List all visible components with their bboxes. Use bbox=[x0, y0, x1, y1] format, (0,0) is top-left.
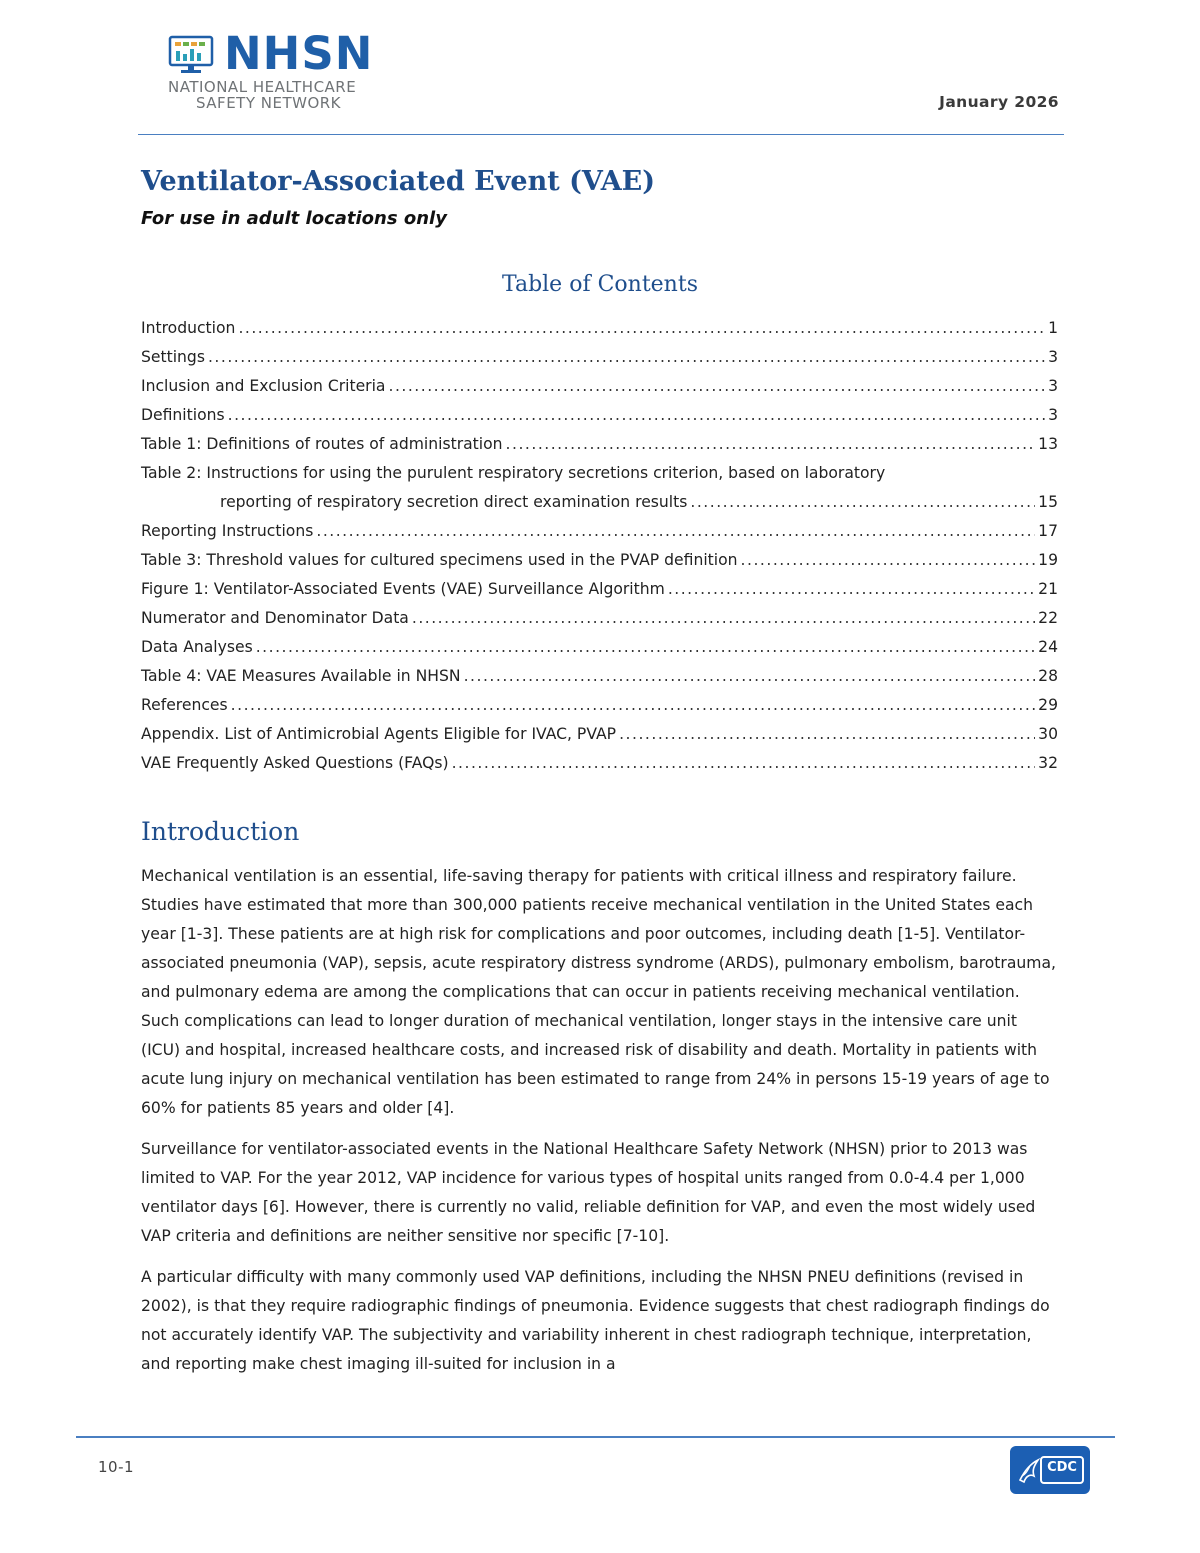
toc-entry-title: Definitions bbox=[141, 406, 225, 424]
toc-heading: Table of Contents bbox=[501, 272, 698, 297]
toc-entry-page: 1 bbox=[1048, 319, 1058, 337]
toc-entry-page: 3 bbox=[1048, 377, 1058, 395]
toc-entry-title: Table 2: Instructions for using the purulent respiratory secretions criterion, based on laboratory bbox=[141, 464, 886, 482]
header-divider bbox=[138, 134, 1064, 135]
toc-entry-page: 28 bbox=[1038, 667, 1058, 685]
toc-entry-numerator-denominator[interactable] bbox=[141, 604, 1058, 633]
toc-entry-title: Table 1: Definitions of routes of administration bbox=[141, 435, 503, 453]
toc-entry-table-3[interactable] bbox=[141, 546, 1058, 575]
toc-entry-title: Table 4: VAE Measures Available in NHSN bbox=[141, 667, 461, 685]
toc-entry-appendix[interactable] bbox=[141, 720, 1058, 749]
toc-leader bbox=[506, 430, 1036, 459]
toc-entry-page: 21 bbox=[1038, 580, 1058, 598]
toc-entry-table-1[interactable] bbox=[141, 430, 1058, 459]
toc-leader bbox=[741, 546, 1036, 575]
cdc-badge-text: CDC bbox=[1047, 1460, 1077, 1475]
toc-entry-page: 29 bbox=[1038, 696, 1058, 714]
toc-entry-page: 3 bbox=[1048, 406, 1058, 424]
toc-entry-page: 13 bbox=[1038, 435, 1058, 453]
toc-leader bbox=[231, 691, 1036, 720]
toc-entry-title: References bbox=[141, 696, 228, 714]
toc-entry-reporting-instructions[interactable] bbox=[141, 517, 1058, 546]
toc-entry-introduction[interactable] bbox=[141, 314, 1058, 343]
footer-divider bbox=[76, 1436, 1115, 1438]
toc-entry-page: 19 bbox=[1038, 551, 1058, 569]
document-subtitle: For use in adult locations only bbox=[141, 208, 447, 229]
hhs-eagle-icon bbox=[1016, 1454, 1042, 1486]
toc-entry-title: VAE Frequently Asked Questions (FAQs) bbox=[141, 754, 449, 772]
table-of-contents bbox=[141, 314, 1058, 778]
paragraph: A particular difficulty with many commonly used VAP definitions, including the NHSN PNEU definitions (revised in 2002), is that they require radiographic findings of pneumonia. Evidence suggests that chest radiograph findings do not accurately identify VAP. The subjectivity and variability inherent in chest radiograph technique, interpretation, and reporting make chest imaging ill-suited for inclusion in a bbox=[141, 1268, 1050, 1373]
toc-leader bbox=[238, 314, 1045, 343]
document-title: Ventilator-Associated Event (VAE) bbox=[141, 166, 656, 197]
toc-leader bbox=[619, 720, 1035, 749]
paragraph: Surveillance for ventilator-associated events in the National Healthcare Safety Network (NHSN) prior to 2013 was limited to VAP. For the year 2012, VAP incidence for various types of hospital units ranged from 0.0-4.4 per 1,000 ventilator days [6]. However, there is currently no valid, reliable definition for VAP, and even the most widely used VAP criteria and definitions are neither sensitive nor specific [7-10]. bbox=[141, 1140, 1036, 1245]
toc-entry-table-2[interactable] bbox=[141, 459, 1058, 517]
toc-entry-title: Introduction bbox=[141, 319, 236, 337]
toc-leader bbox=[690, 488, 1035, 517]
logo-subtitle-line2: SAFETY NETWORK bbox=[196, 94, 342, 112]
page-number: 10-1 bbox=[98, 1458, 135, 1476]
paragraph: Mechanical ventilation is an essential, life-saving therapy for patients with critical illness and respiratory failure. Studies have estimated that more than 300,000 patients receive mechanical ventilation in the United States each year [1-3]. These patients are at high risk for complications and poor outcomes, including death [1-5]. Ventilator-associated pneumonia (VAP), sepsis, acute respiratory distress syndrome (ARDS), pulmonary embolism, barotrauma, and pulmonary edema are among the complications that can occur in patients receiving mechanical ventilation. Such complications can lead to longer duration of mechanical ventilation, longer stays in the intensive care unit (ICU) and hospital, increased healthcare costs, and increased risk of disability and death. Mortality in patients with acute lung injury on mechanical ventilation has been estimated to range from 24% in persons 15-19 years of age to 60% for patients 85 years and older [4]. bbox=[141, 867, 1056, 1117]
toc-entry-title: Data Analyses bbox=[141, 638, 253, 656]
toc-leader bbox=[412, 604, 1035, 633]
toc-entry-page: 24 bbox=[1038, 638, 1058, 656]
logo-wordmark: NHSN bbox=[224, 27, 374, 80]
toc-entry-page: 32 bbox=[1038, 754, 1058, 772]
introduction-heading: Introduction bbox=[141, 817, 300, 846]
toc-leader bbox=[668, 575, 1035, 604]
toc-entry-page: 15 bbox=[1038, 493, 1058, 511]
monitor-chart-icon bbox=[168, 35, 216, 75]
document-date: January 2026 bbox=[939, 93, 1059, 111]
toc-entry-data-analyses[interactable] bbox=[141, 633, 1058, 662]
toc-leader bbox=[256, 633, 1035, 662]
toc-entry-title: Appendix. List of Antimicrobial Agents Eligible for IVAC, PVAP bbox=[141, 725, 617, 743]
toc-entry-title: Numerator and Denominator Data bbox=[141, 609, 409, 627]
toc-leader bbox=[464, 662, 1036, 691]
toc-entry-title: Reporting Instructions bbox=[141, 522, 314, 540]
toc-entry-figure-1[interactable] bbox=[141, 575, 1058, 604]
toc-entry-page: 17 bbox=[1038, 522, 1058, 540]
toc-leader bbox=[388, 372, 1045, 401]
introduction-body bbox=[141, 862, 1059, 1391]
toc-entry-references[interactable] bbox=[141, 691, 1058, 720]
toc-leader bbox=[316, 517, 1035, 546]
logo-subtitle-line1: NATIONAL HEALTHCARE bbox=[168, 78, 357, 96]
toc-entry-page: 22 bbox=[1038, 609, 1058, 627]
toc-entry-title-continued: reporting of respiratory secretion direct examination results bbox=[220, 493, 688, 511]
toc-leader bbox=[452, 749, 1036, 778]
toc-leader bbox=[228, 401, 1045, 430]
nhsn-logo bbox=[168, 27, 393, 113]
toc-entry-title: Figure 1: Ventilator-Associated Events (VAE) Surveillance Algorithm bbox=[141, 580, 665, 598]
toc-entry-table-4[interactable] bbox=[141, 662, 1058, 691]
toc-entry-title: Settings bbox=[141, 348, 205, 366]
toc-leader bbox=[208, 343, 1045, 372]
toc-entry-definitions[interactable] bbox=[141, 401, 1058, 430]
toc-entry-inclusion-exclusion[interactable] bbox=[141, 372, 1058, 401]
toc-entry-faqs[interactable] bbox=[141, 749, 1058, 778]
toc-entry-settings[interactable] bbox=[141, 343, 1058, 372]
toc-entry-title: Table 3: Threshold values for cultured specimens used in the PVAP definition bbox=[141, 551, 738, 569]
toc-entry-page: 30 bbox=[1038, 725, 1058, 743]
toc-entry-page: 3 bbox=[1048, 348, 1058, 366]
cdc-logo bbox=[1010, 1446, 1090, 1494]
toc-entry-title: Inclusion and Exclusion Criteria bbox=[141, 377, 386, 395]
